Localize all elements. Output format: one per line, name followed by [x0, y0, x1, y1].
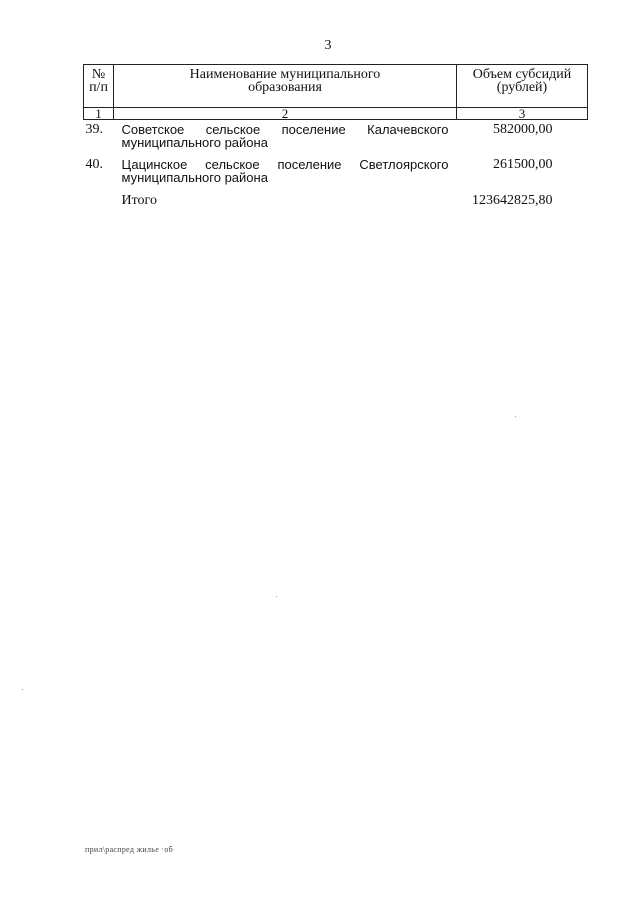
- row-number: 40.: [85, 157, 103, 172]
- header-municipality-line1: Наименование муниципального: [189, 67, 381, 82]
- row-amount: 582000,00: [493, 122, 553, 137]
- footer-note: прил\распред жилье ·об: [85, 845, 174, 854]
- table-body: [84, 120, 588, 208]
- header-municipality-line2: образования: [248, 80, 322, 95]
- column-number-2: 2: [114, 108, 457, 120]
- row-municipality-line1: Советское сельское поселение Калачевского: [121, 122, 449, 137]
- row-municipality-line2: муниципального района: [121, 135, 268, 150]
- column-number-1: 1: [84, 108, 114, 120]
- total-label: Итого: [121, 193, 157, 208]
- table-header: [84, 65, 588, 120]
- table-row: [84, 155, 588, 190]
- header-municipality: [114, 65, 457, 108]
- total-row: [84, 190, 588, 207]
- row-municipality: [114, 120, 457, 156]
- header-subsidy-line1: Объем субсидий: [472, 67, 572, 82]
- header-number-line2: п/п: [89, 80, 108, 95]
- scan-speck: [276, 596, 277, 597]
- header-subsidy-line2: (рублей): [496, 80, 548, 95]
- row-municipality: [114, 155, 457, 190]
- total-amount: 123642825,80: [472, 193, 553, 208]
- page-number: 3: [324, 38, 332, 53]
- scan-speck: [22, 689, 23, 690]
- table-header-row: [84, 65, 588, 108]
- total-empty-cell: [84, 190, 114, 207]
- header-subsidy: [457, 65, 588, 108]
- column-number-row: [84, 108, 588, 120]
- subsidy-table: [83, 64, 588, 207]
- header-number: [84, 65, 114, 108]
- row-amount: 261500,00: [493, 157, 553, 172]
- row-municipality-line2: муниципального района: [121, 170, 268, 185]
- row-number: 39.: [85, 122, 103, 137]
- row-municipality-line1: Цацинское сельское поселение Светлоярского: [121, 157, 449, 172]
- header-number-line1: №: [91, 67, 106, 82]
- column-number-3: 3: [457, 108, 588, 120]
- table-row: [84, 120, 588, 156]
- scan-speck: [515, 416, 516, 417]
